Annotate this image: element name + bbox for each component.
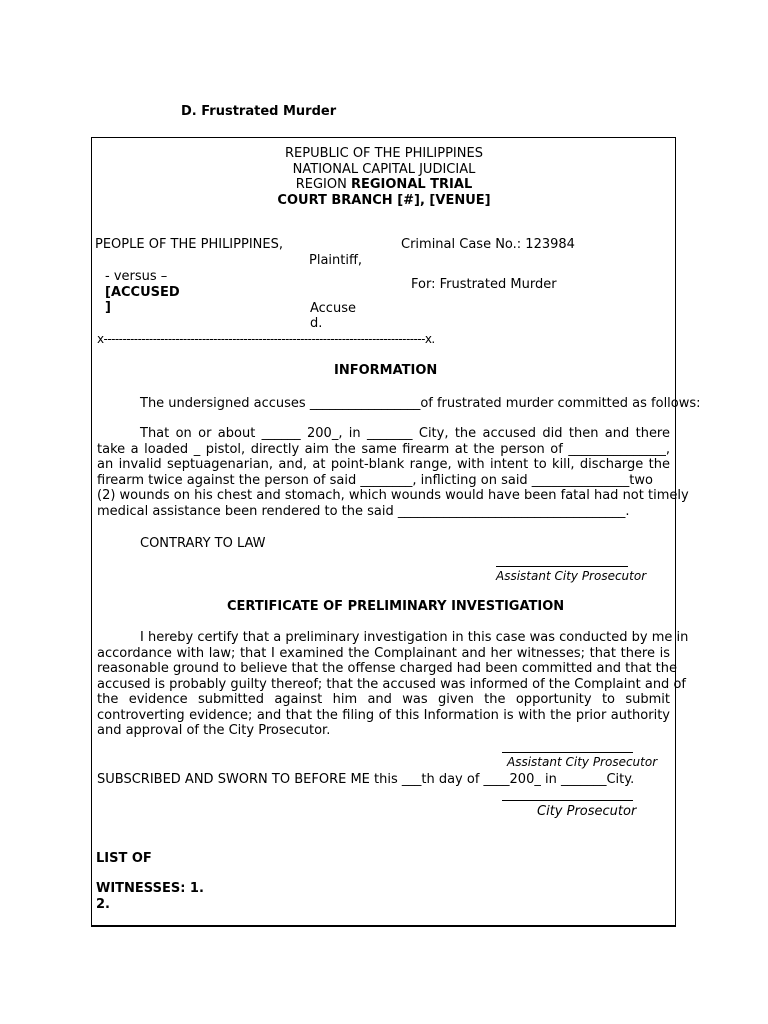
city-signature-line xyxy=(502,800,633,801)
assistant-signature-line xyxy=(502,752,633,753)
court-header xyxy=(234,146,534,208)
witnesses-label-2: WITNESSES: 1. xyxy=(96,881,204,896)
city-signature-label: City Prosecutor xyxy=(537,804,637,819)
information-line-1: That on or about ______ 200_, in _______ City, the accused did then and there xyxy=(140,426,670,441)
information-line-6: medical assistance been rendered to the said ___________________________________. xyxy=(97,503,630,519)
subscribed-sworn: SUBSCRIBED AND SWORN TO BEFORE ME this ___th day of ____200_ in _______City. xyxy=(97,772,635,787)
certificate-line-1: I hereby certify that a preliminary investigation in this case was conducted by me in xyxy=(140,630,689,645)
court-header-line-1: REPUBLIC OF THE PHILIPPINES xyxy=(285,146,483,161)
caption-accused-name-2: ] xyxy=(105,300,111,315)
information-body xyxy=(97,426,689,519)
caption-accused-label-1: Accuse xyxy=(310,301,356,316)
certificate-line-4: accused is probably guilty thereof; that the accused was informed of the Complaint and of xyxy=(97,676,686,692)
offense-label: For: Frustrated Murder xyxy=(411,277,557,292)
criminal-case-number: Criminal Case No.: 123984 xyxy=(401,237,575,252)
court-header-line-3 xyxy=(234,177,534,193)
information-line-4: firearm twice against the person of said ________, inflicting on said _______________two xyxy=(97,472,653,488)
court-header-line-4: COURT BRANCH [#], [VENUE] xyxy=(277,192,491,208)
certificate-line-5: the evidence submitted against him and was given the opportunity to submit xyxy=(97,692,670,707)
contrary-to-law: CONTRARY TO LAW xyxy=(140,536,266,551)
caption-people: PEOPLE OF THE PHILIPPINES, xyxy=(95,237,283,252)
certificate-line-6: controverting evidence; and that the filing of this Information is with the prior authority xyxy=(97,707,670,723)
witness-item-2: 2. xyxy=(96,897,110,912)
information-line-3: an invalid septuagenarian, and, at point-blank range, with intent to kill, discharge the xyxy=(97,457,670,472)
certificate-line-7: and approval of the City Prosecutor. xyxy=(97,723,331,738)
caption-divider: x-------------------------------------------------------------------------------------x. xyxy=(97,332,435,346)
certificate-body xyxy=(97,630,689,739)
information-line-5: (2) wounds on his chest and stomach, which wounds would have been fatal had not timely xyxy=(97,488,689,503)
certificate-line-2: accordance with law; that I examined the Complainant and her witnesses; that there is xyxy=(97,645,670,661)
information-title: INFORMATION xyxy=(334,363,438,378)
witnesses-label-1: LIST OF xyxy=(96,851,152,866)
certificate-line-3: reasonable ground to believe that the offense charged had been committed and that the xyxy=(97,661,677,676)
section-heading: D. Frustrated Murder xyxy=(181,104,337,119)
court-header-region: REGION xyxy=(295,177,351,192)
court-header-regional-trial: REGIONAL TRIAL xyxy=(350,177,473,192)
information-line-2: take a loaded _ pistol, directly aim the same firearm at the person of _______________, xyxy=(97,441,670,457)
caption-plaintiff: Plaintiff, xyxy=(309,253,363,268)
prosecutor-signature-line xyxy=(496,566,628,567)
information-intro: The undersigned accuses _________________of frustrated murder committed as follows: xyxy=(140,396,701,411)
certificate-title: CERTIFICATE OF PRELIMINARY INVESTIGATION xyxy=(227,599,565,614)
assistant-signature-label: Assistant City Prosecutor xyxy=(507,755,658,769)
caption-versus: - versus – xyxy=(105,269,168,284)
caption-accused-name-1: [ACCUSED xyxy=(105,285,180,300)
prosecutor-signature-label: Assistant City Prosecutor xyxy=(496,569,647,583)
court-header-line-2: NATIONAL CAPITAL JUDICIAL xyxy=(292,161,476,177)
caption-accused-label-2: d. xyxy=(310,316,323,331)
